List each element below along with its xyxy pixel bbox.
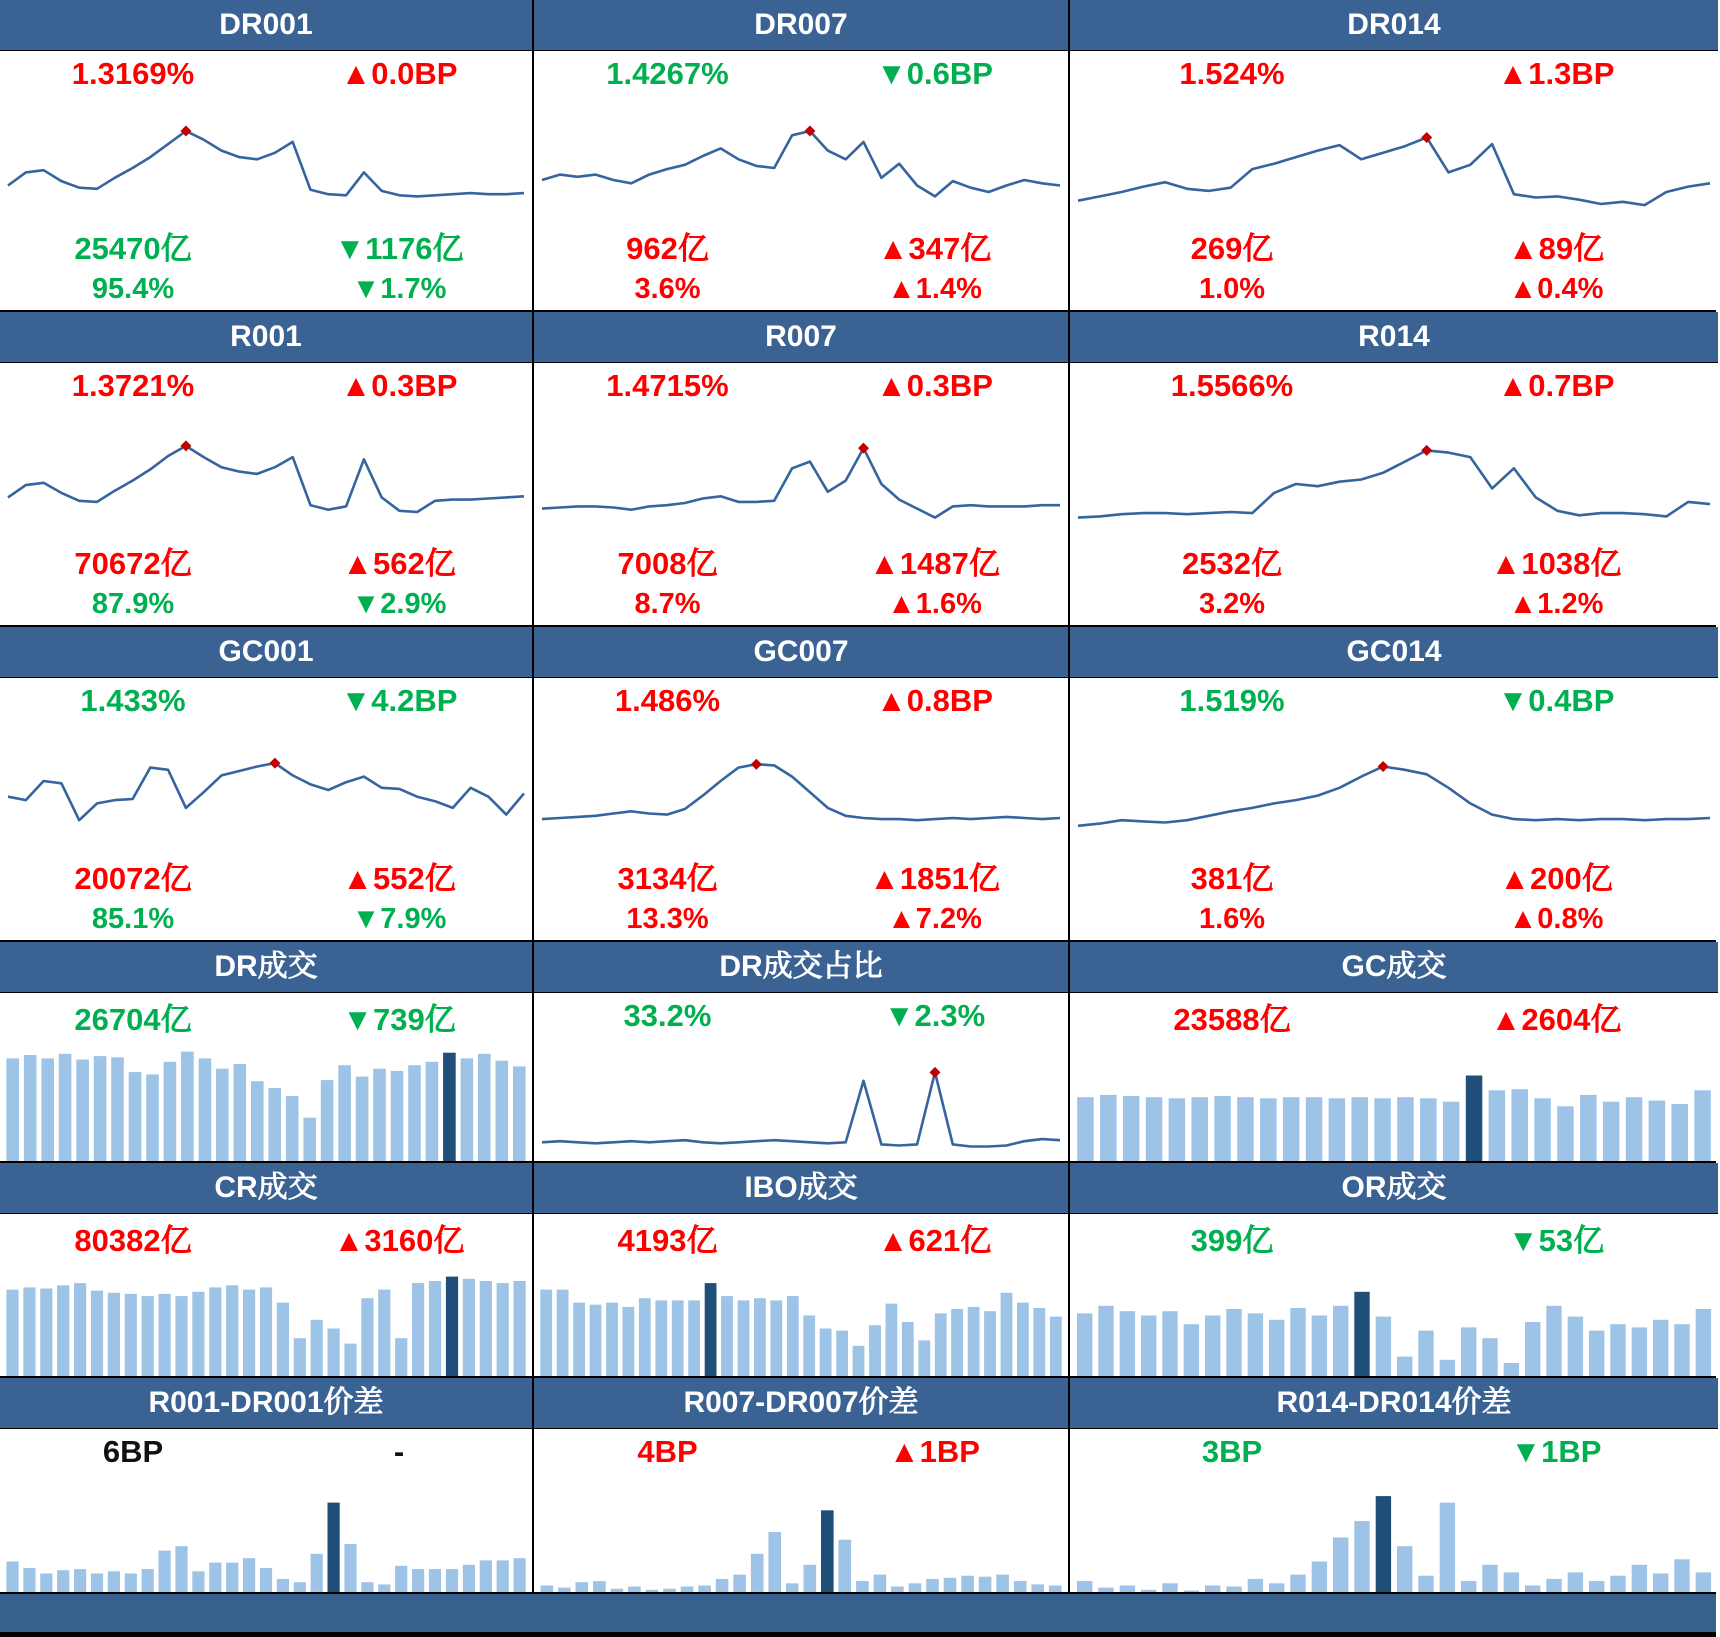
volume-change: ▲1851亿 — [869, 860, 1000, 896]
main-change: ▲0.8BP — [876, 683, 993, 718]
panel-R001-DR001价差 — [0, 1378, 532, 1592]
panel-title: DR成交 — [0, 942, 532, 993]
panel-OR成交 — [1070, 1163, 1718, 1376]
percent-value: 87.9% — [91, 587, 175, 620]
panel-DR成交 — [0, 942, 532, 1161]
volume-value: 269亿 — [1190, 230, 1274, 266]
percent-row — [0, 583, 532, 625]
percent-row — [0, 898, 532, 940]
main-value-row — [0, 1214, 532, 1260]
sparkline-chart — [534, 1039, 1068, 1161]
sparkline-chart — [534, 97, 1068, 222]
main-change: ▼0.4BP — [1497, 683, 1615, 718]
main-change: ▲0.7BP — [1497, 368, 1615, 403]
volume-row — [0, 852, 532, 898]
volume-row — [534, 852, 1068, 898]
panel-title: IBO成交 — [534, 1163, 1068, 1214]
panel-title: CR成交 — [0, 1163, 532, 1214]
main-value: 1.5566% — [1170, 368, 1294, 403]
panel-title: R007 — [534, 312, 1068, 363]
sparkline-chart — [1070, 724, 1718, 852]
panel-title: R007-DR007价差 — [534, 1378, 1068, 1429]
main-value-row — [0, 1429, 532, 1475]
panel-DR001 — [0, 0, 532, 310]
main-value-row — [0, 678, 532, 724]
volume-row — [1070, 537, 1718, 583]
main-value-row — [1070, 363, 1718, 409]
panel-title: GC001 — [0, 627, 532, 678]
main-value-row — [1070, 678, 1718, 724]
main-change: ▼0.6BP — [876, 56, 993, 91]
main-value-row — [0, 51, 532, 97]
percent-value: 3.2% — [1198, 587, 1266, 620]
volume-value: 2532亿 — [1182, 545, 1282, 581]
main-change: ▼1BP — [1510, 1434, 1602, 1469]
percent-change: ▲0.4% — [1508, 272, 1604, 305]
main-value-row — [1070, 51, 1718, 97]
sparkline-chart — [534, 1260, 1068, 1376]
volume-value: 3134亿 — [617, 860, 718, 896]
panel-R007-DR007价差 — [534, 1378, 1068, 1592]
main-value: 1.486% — [614, 683, 721, 718]
main-value: 6BP — [102, 1434, 164, 1469]
panel-title: GC014 — [1070, 627, 1718, 678]
sparkline-chart — [1070, 1260, 1718, 1376]
main-change: ▼53亿 — [1507, 1222, 1605, 1258]
percent-change: ▲7.2% — [887, 902, 982, 935]
main-value: 1.524% — [1179, 56, 1285, 91]
panel-GC007 — [534, 627, 1068, 940]
sparkline-chart — [534, 409, 1068, 537]
main-value-row — [534, 51, 1068, 97]
percent-row — [1070, 898, 1718, 940]
volume-row — [0, 222, 532, 268]
main-value: 23588亿 — [1173, 1001, 1291, 1037]
main-value: 1.4267% — [606, 56, 729, 91]
panel-IBO成交 — [534, 1163, 1068, 1376]
volume-change: ▲347亿 — [877, 230, 992, 266]
main-change: ▲0.3BP — [340, 368, 458, 403]
main-value: 80382亿 — [74, 1222, 192, 1258]
percent-change: ▼2.9% — [351, 587, 447, 620]
panel-title: GC成交 — [1070, 942, 1718, 993]
main-change: ▲0.0BP — [340, 56, 458, 91]
percent-row — [534, 898, 1068, 940]
main-change: ▲3160亿 — [333, 1222, 465, 1258]
volume-row — [0, 537, 532, 583]
main-value: 4193亿 — [617, 1222, 718, 1258]
volume-value: 962亿 — [626, 230, 709, 266]
volume-change: ▲552亿 — [342, 860, 456, 896]
main-value: 1.433% — [80, 683, 186, 718]
main-change: ▲1.3BP — [1497, 56, 1615, 91]
main-value: 4BP — [637, 1434, 698, 1469]
percent-value: 1.6% — [1198, 902, 1266, 935]
percent-row — [534, 268, 1068, 310]
percent-row — [0, 268, 532, 310]
panel-title: R001 — [0, 312, 532, 363]
sparkline-chart — [534, 724, 1068, 852]
main-change: ▼4.2BP — [340, 683, 458, 718]
footer-bar — [0, 1592, 1716, 1637]
volume-change: ▲1487亿 — [869, 545, 1000, 581]
panel-title: R001-DR001价差 — [0, 1378, 532, 1429]
panel-DR成交占比 — [534, 942, 1068, 1161]
main-value-row — [534, 1214, 1068, 1260]
main-change: ▲0.3BP — [876, 368, 993, 403]
main-value: 26704亿 — [74, 1001, 192, 1037]
main-value-row — [0, 993, 532, 1039]
main-value: 1.3169% — [71, 56, 195, 91]
sparkline-chart — [1070, 97, 1718, 222]
panel-title: OR成交 — [1070, 1163, 1718, 1214]
percent-value: 8.7% — [634, 587, 701, 620]
main-value-row — [0, 363, 532, 409]
panel-DR014 — [1070, 0, 1718, 310]
main-value: 33.2% — [623, 998, 712, 1033]
volume-value: 20072亿 — [74, 860, 192, 896]
volume-change: ▲1038亿 — [1490, 545, 1622, 581]
panel-CR成交 — [0, 1163, 532, 1376]
percent-row — [534, 583, 1068, 625]
main-value: 3BP — [1201, 1434, 1263, 1469]
sparkline-chart — [534, 1475, 1068, 1592]
percent-value: 1.0% — [1198, 272, 1266, 305]
sparkline-chart — [0, 409, 532, 537]
panel-title: R014 — [1070, 312, 1718, 363]
panel-R014 — [1070, 312, 1718, 625]
main-change: ▲621亿 — [877, 1222, 992, 1258]
panel-title: DR014 — [1070, 0, 1718, 51]
volume-row — [1070, 852, 1718, 898]
main-value: 399亿 — [1190, 1222, 1274, 1258]
main-value-row — [534, 1429, 1068, 1475]
main-value-row — [534, 363, 1068, 409]
panel-R007 — [534, 312, 1068, 625]
main-change: ▼2.3% — [883, 998, 986, 1033]
main-change: ▲1BP — [889, 1434, 980, 1469]
sparkline-chart — [0, 1260, 532, 1376]
panel-title: GC007 — [534, 627, 1068, 678]
sparkline-chart — [1070, 1039, 1718, 1161]
panel-GC成交 — [1070, 942, 1718, 1161]
volume-value: 381亿 — [1190, 860, 1274, 896]
percent-value: 13.3% — [626, 902, 709, 935]
volume-change: ▲89亿 — [1507, 230, 1605, 266]
panel-GC014 — [1070, 627, 1718, 940]
sparkline-chart — [1070, 1475, 1718, 1592]
panel-R001 — [0, 312, 532, 625]
main-change: - — [393, 1434, 405, 1469]
volume-change: ▲562亿 — [342, 545, 456, 581]
panel-R014-DR014价差 — [1070, 1378, 1718, 1592]
sparkline-chart — [0, 1475, 532, 1592]
volume-value: 25470亿 — [74, 230, 192, 266]
main-value-row — [1070, 993, 1718, 1039]
main-value: 1.3721% — [71, 368, 195, 403]
percent-value: 3.6% — [634, 272, 701, 305]
sparkline-chart — [0, 97, 532, 222]
percent-change: ▲1.4% — [887, 272, 982, 305]
panel-GC001 — [0, 627, 532, 940]
percent-value: 95.4% — [91, 272, 175, 305]
panel-title: DR001 — [0, 0, 532, 51]
percent-change: ▲0.8% — [1508, 902, 1604, 935]
volume-value: 7008亿 — [617, 545, 718, 581]
main-value-row — [534, 993, 1068, 1039]
sparkline-chart — [0, 724, 532, 852]
volume-value: 70672亿 — [74, 545, 192, 581]
sparkline-chart — [1070, 409, 1718, 537]
main-value: 1.519% — [1179, 683, 1285, 718]
percent-row — [1070, 583, 1718, 625]
panel-DR007 — [534, 0, 1068, 310]
volume-change: ▼1176亿 — [334, 230, 464, 266]
main-value-row — [534, 678, 1068, 724]
percent-change: ▲1.6% — [887, 587, 982, 620]
volume-change: ▲200亿 — [1499, 860, 1613, 896]
percent-change: ▼1.7% — [351, 272, 447, 305]
main-value: 1.4715% — [606, 368, 729, 403]
main-value-row — [1070, 1214, 1718, 1260]
panel-title: DR007 — [534, 0, 1068, 51]
sparkline-chart — [0, 1039, 532, 1161]
percent-change: ▼7.9% — [351, 902, 447, 935]
percent-value: 85.1% — [91, 902, 175, 935]
main-change: ▲2604亿 — [1490, 1001, 1622, 1037]
panel-title: DR成交占比 — [534, 942, 1068, 993]
main-change: ▼739亿 — [342, 1001, 456, 1037]
volume-row — [534, 537, 1068, 583]
main-value-row — [1070, 1429, 1718, 1475]
percent-row — [1070, 268, 1718, 310]
volume-row — [534, 222, 1068, 268]
panel-title: R014-DR014价差 — [1070, 1378, 1718, 1429]
percent-change: ▲1.2% — [1508, 587, 1604, 620]
volume-row — [1070, 222, 1718, 268]
